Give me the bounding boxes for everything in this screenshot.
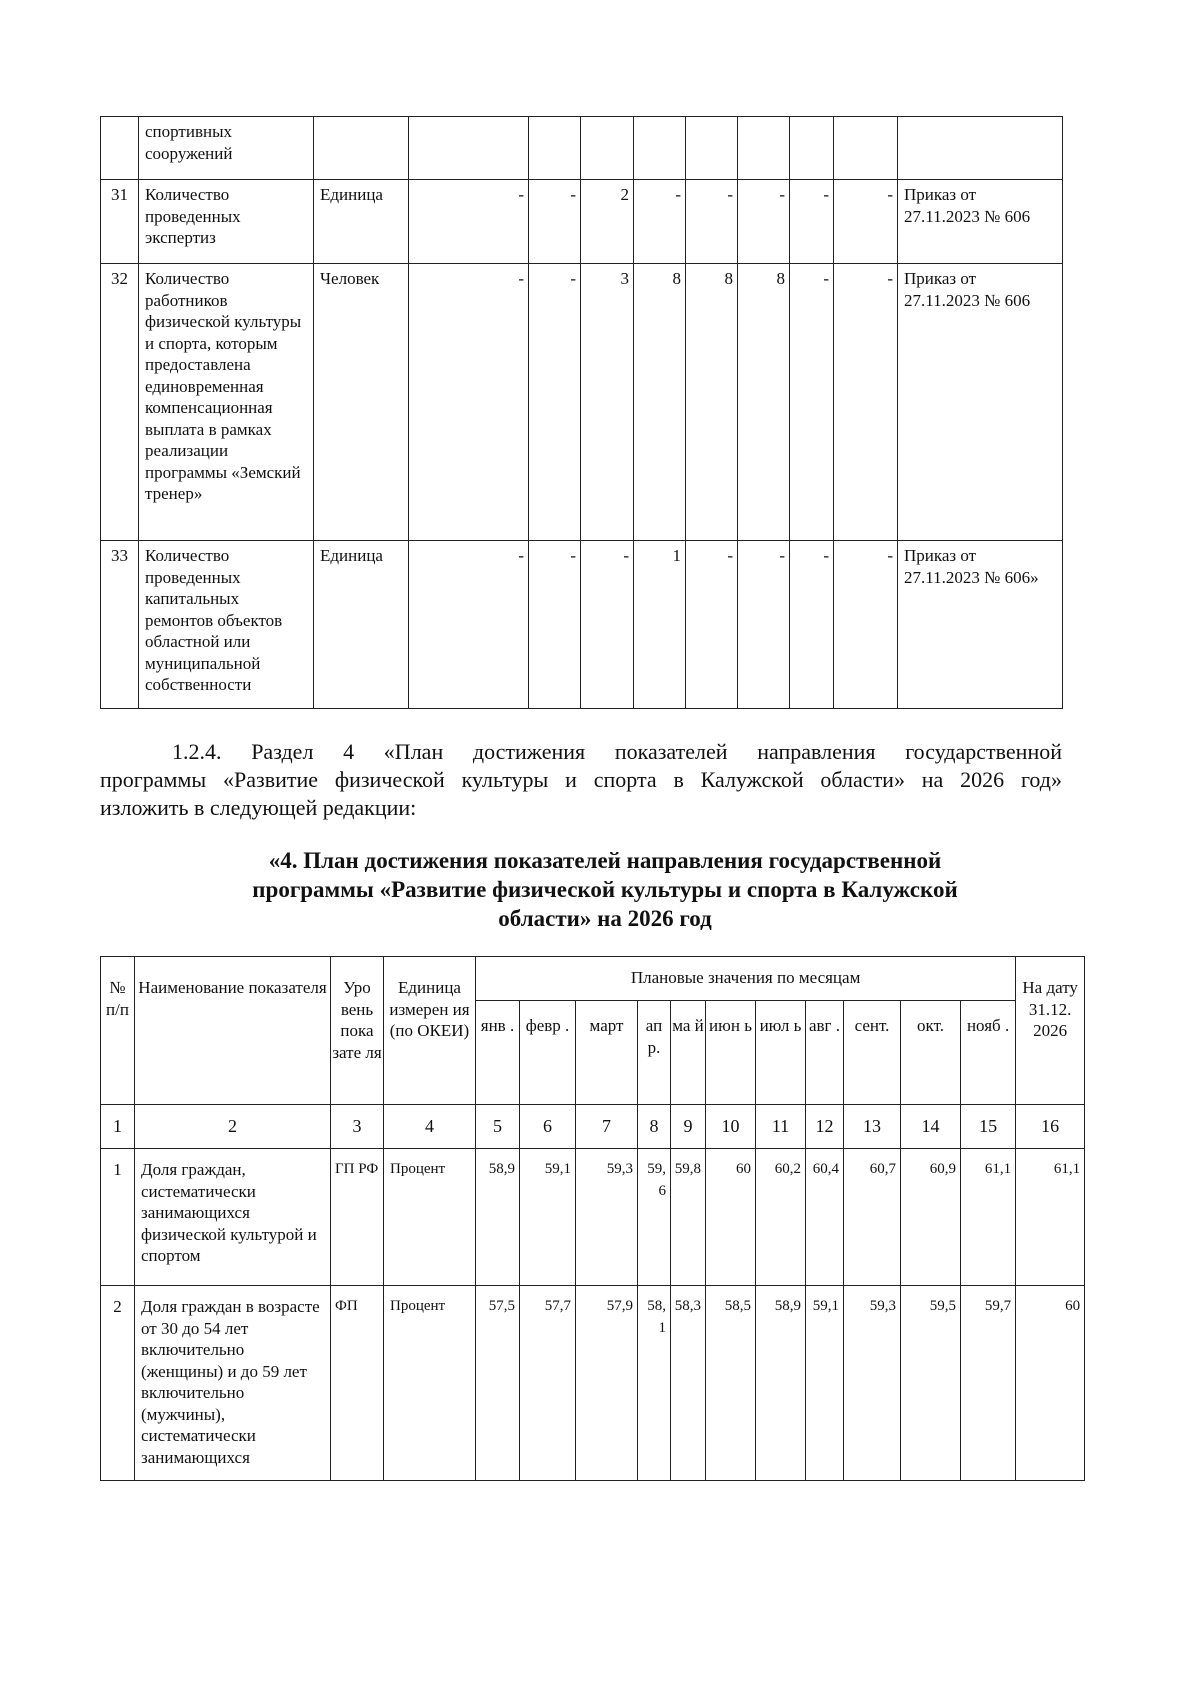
header-level: Уро вень пока зате ля xyxy=(331,957,384,1105)
monthly-value: 59,5 xyxy=(901,1286,961,1481)
header-month: июн ь xyxy=(706,1001,756,1105)
value xyxy=(834,117,898,180)
column-number: 13 xyxy=(844,1105,901,1149)
value: - xyxy=(834,264,898,541)
monthly-value: 58,5 xyxy=(706,1286,756,1481)
monthly-value: 59,1 xyxy=(520,1149,576,1286)
value: - xyxy=(409,541,529,709)
column-number: 2 xyxy=(135,1105,331,1149)
monthly-value: 60,4 xyxy=(806,1149,844,1286)
value: - xyxy=(790,264,834,541)
value: - xyxy=(529,264,581,541)
monthly-value: 60,2 xyxy=(756,1149,806,1286)
heading-line: области» на 2026 год xyxy=(498,906,712,931)
row-number: 33 xyxy=(101,541,139,709)
unit: Процент xyxy=(384,1286,476,1481)
indicator-name: Доля граждан, систематически занимающихся физической культурой и спортом xyxy=(135,1149,331,1286)
column-number: 15 xyxy=(961,1105,1016,1149)
monthly-value: 57,5 xyxy=(476,1286,520,1481)
header-month: авг . xyxy=(806,1001,844,1105)
column-number: 12 xyxy=(806,1105,844,1149)
value: - xyxy=(529,180,581,264)
header-month: февр . xyxy=(520,1001,576,1105)
row-number: 31 xyxy=(101,180,139,264)
table-row xyxy=(101,1286,1085,1481)
monthly-value: 57,9 xyxy=(576,1286,638,1481)
heading-line: программы «Развитие физической культуры и спорта в Калужской xyxy=(252,877,958,902)
unit: Единица xyxy=(314,541,409,709)
column-number: 16 xyxy=(1016,1105,1085,1149)
value: 3 xyxy=(581,264,634,541)
column-number: 1 xyxy=(101,1105,135,1149)
indicator-level: ГП РФ xyxy=(331,1149,384,1286)
header-month: март xyxy=(576,1001,638,1105)
indicator-name: Доля граждан в возрасте от 30 до 54 лет включительно (женщины) и до 59 лет включительно (мужчины), систематически занимающихся xyxy=(135,1286,331,1481)
indicator-name: Количество работников физической культуры и спорта, которым предоставлена единовременная компенсационная выплата в рамках реализации программы «Земский тренер» xyxy=(139,264,314,541)
header-num: № п/п xyxy=(101,957,135,1105)
row-number: 32 xyxy=(101,264,139,541)
monthly-value: 59,7 xyxy=(961,1286,1016,1481)
value: - xyxy=(790,541,834,709)
column-number: 8 xyxy=(638,1105,671,1149)
indicator-name: Количество проведенных экспертиз xyxy=(139,180,314,264)
table-row xyxy=(101,117,1063,180)
monthly-value: 59,3 xyxy=(576,1149,638,1286)
value xyxy=(686,117,738,180)
column-number: 11 xyxy=(756,1105,806,1149)
monthly-value: 58,3 xyxy=(671,1286,706,1481)
section-heading xyxy=(180,846,1030,933)
row-number: 2 xyxy=(101,1286,135,1481)
value: - xyxy=(686,180,738,264)
final-value: 60 xyxy=(1016,1286,1085,1481)
header-name: Наименование показателя xyxy=(135,957,331,1105)
value: - xyxy=(409,264,529,541)
header-month: ма й xyxy=(671,1001,706,1105)
column-number: 14 xyxy=(901,1105,961,1149)
legal-document: Приказ от 27.11.2023 № 606» xyxy=(898,541,1063,709)
monthly-value: 60,7 xyxy=(844,1149,901,1286)
value: - xyxy=(581,541,634,709)
indicator-name: Количество проведенных капитальных ремонтов объектов областной или муниципальной собственности xyxy=(139,541,314,709)
column-number: 6 xyxy=(520,1105,576,1149)
value xyxy=(738,117,790,180)
column-number: 9 xyxy=(671,1105,706,1149)
column-number: 4 xyxy=(384,1105,476,1149)
value: 8 xyxy=(738,264,790,541)
monthly-value: 58,1 xyxy=(638,1286,671,1481)
column-number-row xyxy=(101,1105,1085,1149)
plan-table xyxy=(100,956,1085,1481)
table-row xyxy=(101,1149,1085,1286)
header-month: янв . xyxy=(476,1001,520,1105)
header-final: На дату 31.12. 2026 xyxy=(1016,957,1085,1105)
column-number: 10 xyxy=(706,1105,756,1149)
value xyxy=(581,117,634,180)
table-row xyxy=(101,541,1063,709)
value xyxy=(790,117,834,180)
value xyxy=(529,117,581,180)
header-month: ап р. xyxy=(638,1001,671,1105)
unit: Единица xyxy=(314,180,409,264)
indicators-table-continued xyxy=(100,116,1063,709)
indicator-name: спортивных сооружений xyxy=(139,117,314,180)
value xyxy=(409,117,529,180)
value: - xyxy=(738,180,790,264)
header-month: сент. xyxy=(844,1001,901,1105)
header-monthly-plan: Плановые значения по месяцам xyxy=(476,957,1016,1001)
paragraph-line: программы «Развитие физической культуры и спорта в Калужской области» на 2026 год» xyxy=(100,767,1062,792)
value: - xyxy=(834,180,898,264)
legal-document: Приказ от 27.11.2023 № 606 xyxy=(898,180,1063,264)
row-number xyxy=(101,117,139,180)
amendment-paragraph xyxy=(100,738,1062,822)
unit xyxy=(314,117,409,180)
monthly-value: 61,1 xyxy=(961,1149,1016,1286)
value: 8 xyxy=(686,264,738,541)
value: 1 xyxy=(634,541,686,709)
legal-document: Приказ от 27.11.2023 № 606 xyxy=(898,264,1063,541)
value xyxy=(634,117,686,180)
value: - xyxy=(634,180,686,264)
monthly-value: 58,9 xyxy=(476,1149,520,1286)
column-number: 3 xyxy=(331,1105,384,1149)
table-row xyxy=(101,180,1063,264)
paragraph-line: 1.2.4. Раздел 4 «План достижения показателей направления государственной xyxy=(172,739,1062,764)
value: 2 xyxy=(581,180,634,264)
monthly-value: 59,1 xyxy=(806,1286,844,1481)
value: 8 xyxy=(634,264,686,541)
monthly-value: 57,7 xyxy=(520,1286,576,1481)
final-value: 61,1 xyxy=(1016,1149,1085,1286)
value: - xyxy=(790,180,834,264)
unit: Человек xyxy=(314,264,409,541)
header-month: нояб . xyxy=(961,1001,1016,1105)
table-row xyxy=(101,264,1063,541)
header-month: окт. xyxy=(901,1001,961,1105)
monthly-value: 60 xyxy=(706,1149,756,1286)
unit: Процент xyxy=(384,1149,476,1286)
heading-line: «4. План достижения показателей направления государственной xyxy=(268,848,942,873)
monthly-value: 58,9 xyxy=(756,1286,806,1481)
value: - xyxy=(738,541,790,709)
monthly-value: 59,6 xyxy=(638,1149,671,1286)
monthly-value: 59,8 xyxy=(671,1149,706,1286)
row-number: 1 xyxy=(101,1149,135,1286)
value: - xyxy=(834,541,898,709)
monthly-value: 60,9 xyxy=(901,1149,961,1286)
indicator-level: ФП xyxy=(331,1286,384,1481)
legal-document xyxy=(898,117,1063,180)
header-month: июл ь xyxy=(756,1001,806,1105)
column-number: 7 xyxy=(576,1105,638,1149)
value: - xyxy=(686,541,738,709)
value: - xyxy=(529,541,581,709)
monthly-value: 59,3 xyxy=(844,1286,901,1481)
header-unit: Единица измерен ия (по ОКЕИ) xyxy=(384,957,476,1105)
value: - xyxy=(409,180,529,264)
column-number: 5 xyxy=(476,1105,520,1149)
paragraph-line: изложить в следующей редакции: xyxy=(100,795,417,820)
